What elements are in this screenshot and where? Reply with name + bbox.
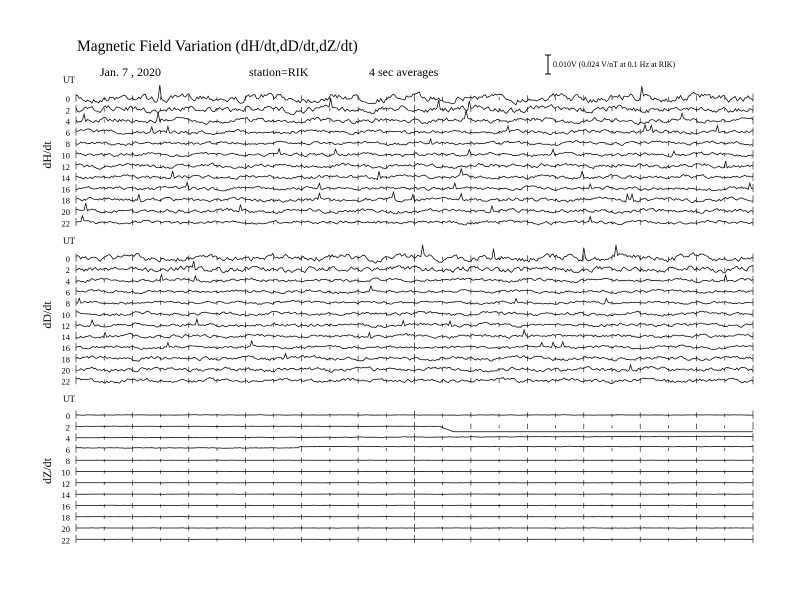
row-ticks: [76, 207, 753, 215]
scale-bar-label: 0.010V (0.024 V/nT at 0.1 Hz at RIK): [553, 60, 676, 69]
row-label: 14: [61, 490, 70, 501]
row-label: 16: [61, 184, 70, 195]
date-label: Jan. 7 , 2020: [100, 65, 161, 79]
ut-axis-label: UT: [63, 75, 75, 85]
row-label: 8: [65, 456, 70, 467]
row-label: 20: [61, 207, 70, 217]
panel-ylabel: dH/dt: [40, 141, 54, 169]
panel-1: [40, 236, 753, 387]
row-ticks: [76, 94, 753, 102]
row-ticks: [76, 276, 753, 284]
row-label: 18: [61, 195, 70, 206]
panel-0: [40, 75, 753, 228]
row-label: 22: [61, 535, 70, 546]
station-label: station=RIK: [249, 65, 309, 79]
row-label: 10: [61, 150, 70, 161]
averaging-label: 4 sec averages: [369, 65, 439, 79]
row-label: 12: [61, 161, 70, 172]
row-label: 2: [65, 265, 70, 276]
row-label: 12: [61, 478, 70, 489]
row-label: 10: [61, 467, 70, 478]
row-label: 0: [65, 254, 70, 264]
row-label: 22: [61, 376, 70, 387]
row-label: 20: [61, 524, 70, 534]
row-label: 20: [61, 365, 70, 376]
row-ticks: [76, 376, 753, 384]
row-label: 10: [61, 309, 70, 320]
row-label: 2: [65, 105, 70, 116]
panel-ylabel: dZ/dt: [40, 458, 54, 484]
row-label: 18: [61, 354, 70, 365]
row-label: 14: [61, 332, 70, 343]
row-ticks: [76, 150, 753, 158]
row-label: 4: [65, 276, 70, 287]
row-label: 2: [65, 422, 70, 433]
row-label: 14: [61, 173, 70, 184]
scale-bar: [545, 55, 551, 74]
row-label: 6: [65, 127, 70, 138]
row-label: 4: [65, 116, 70, 127]
row-label: 18: [61, 512, 70, 523]
panel-ylabel: dD/dt: [40, 301, 54, 329]
row-label: 0: [65, 94, 70, 104]
page-title: Magnetic Field Variation (dH/dt,dD/dt,dZ/dt): [77, 38, 358, 55]
row-label: 8: [65, 139, 70, 150]
row-label: 6: [65, 444, 70, 455]
row-label: 6: [65, 287, 70, 298]
row-label: 4: [65, 433, 70, 444]
ut-axis-label: UT: [63, 236, 75, 246]
row-ticks: [76, 287, 753, 295]
panel-2: [40, 394, 753, 545]
row-ticks: [76, 161, 753, 169]
row-label: 16: [61, 501, 70, 512]
row-label: 16: [61, 343, 70, 354]
ut-axis-label: UT: [63, 394, 75, 404]
row-ticks: [76, 265, 753, 273]
row-label: 0: [65, 411, 70, 421]
row-label: 12: [61, 320, 70, 331]
row-label: 8: [65, 298, 70, 309]
row-ticks: [76, 445, 753, 453]
row-label: 22: [61, 218, 70, 229]
